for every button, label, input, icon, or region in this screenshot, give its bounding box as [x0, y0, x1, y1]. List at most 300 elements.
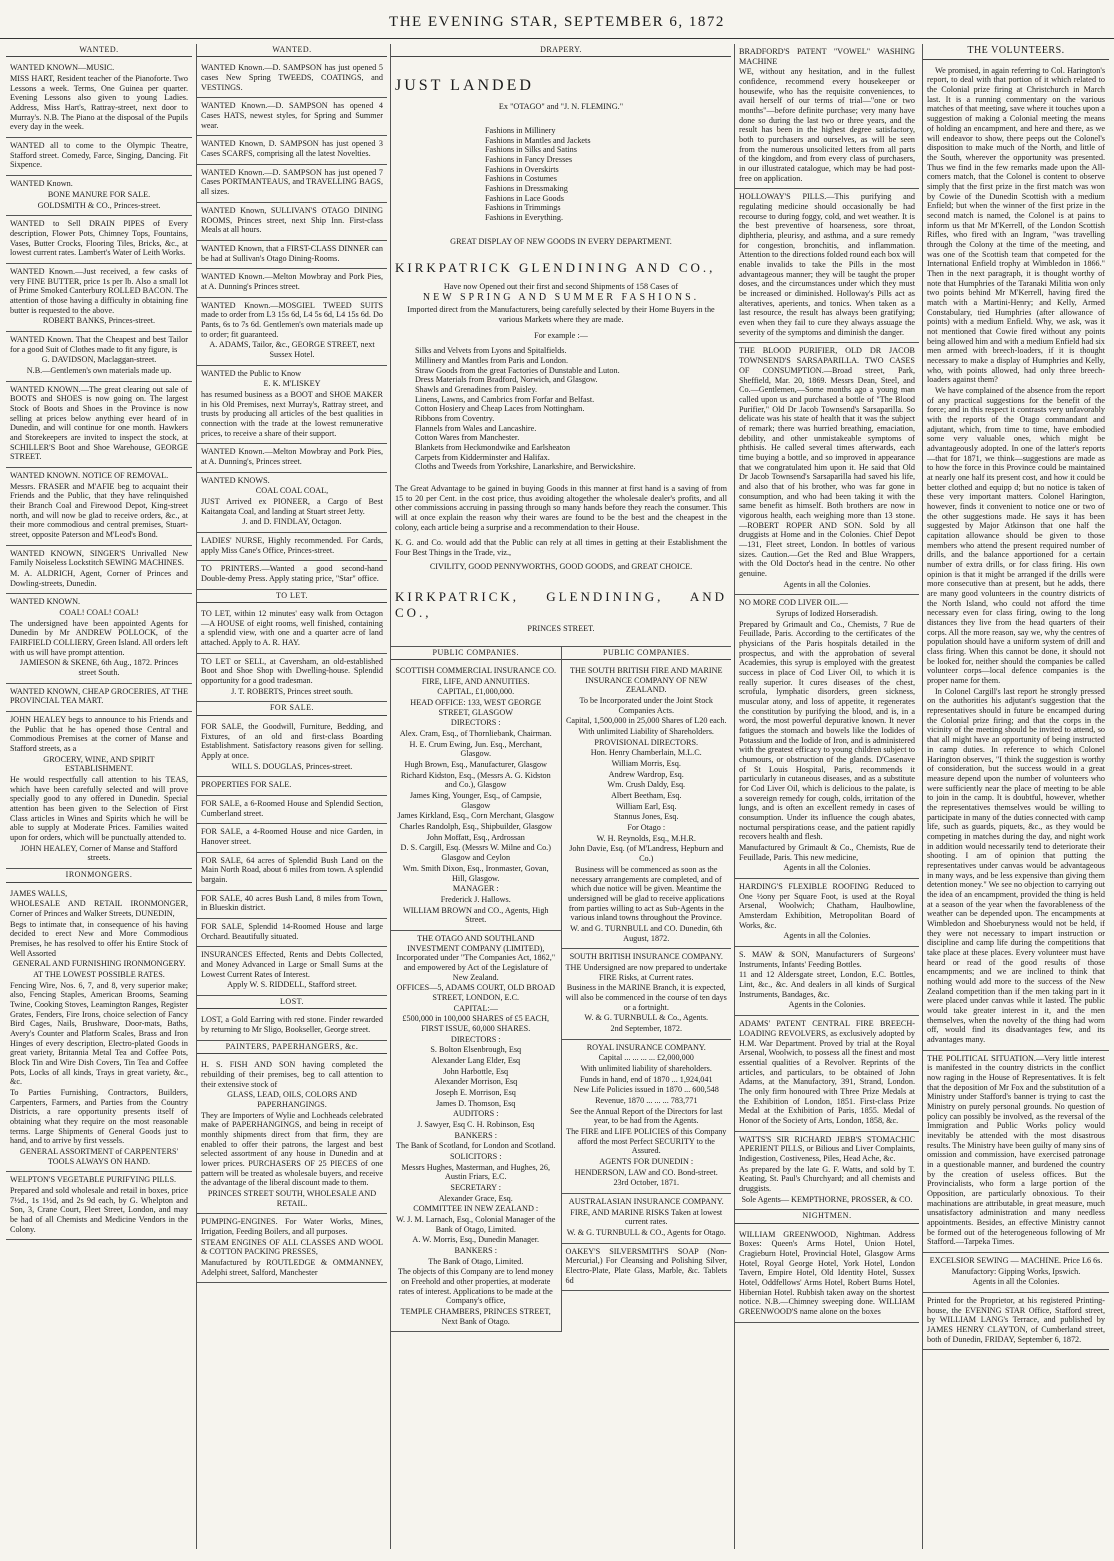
line: SCOTTISH COMMERCIAL INSURANCE CO.: [395, 666, 557, 676]
south-british-insurance-ad: [562, 949, 732, 1039]
line: Imported direct from the Manufacturers, being carefully selected by their Home Buyers in the various Markets where they are made.: [407, 305, 715, 324]
ad-paragraph: Agents in all the Colonies.: [783, 579, 871, 589]
advertisement: [735, 343, 919, 595]
line: Manufactory: Gipping Works, Ipswich.: [951, 1266, 1081, 1276]
volunteers-article: [923, 63, 1109, 1051]
advertisement: [197, 853, 387, 891]
line: SOUTH BRITISH INSURANCE COMPANY.: [569, 952, 723, 962]
line: William Earl, Esq.: [615, 801, 677, 811]
public-companies-right: [561, 647, 732, 1333]
ad-paragraph: INSURANCES Effected, Rents and Debts Collected, and Money Advanced in Large or Small Sums at the Lowest Current Rates of Interest.: [201, 950, 383, 979]
australasian-insurance-ad: [562, 1194, 732, 1244]
advertisement: [6, 138, 192, 176]
line: AUSTRALASIAN INSURANCE COMPANY.: [568, 1196, 724, 1206]
ad-paragraph: S. MAW & SON, Manufacturers of Surgeons' Instruments, Infants' Feeding Bottles.: [739, 950, 915, 969]
line: H. E. Crum Ewing, Jun. Esq., Merchant, Glasgow.: [409, 739, 543, 759]
ad-paragraph: WANTED Known.—MOSGIEL TWEED SUITS made to order from L3 15s 6d, L4 5s 6d, L4 15s 6d. Do Pants, 6s to 7s 6d. Gentlemen's own materials made up to order; fit guaranteed.: [201, 300, 383, 339]
advertisement: [197, 473, 387, 533]
line: £500,000 in 100,000 SHARES of £5 EACH, FIRST ISSUE, 60,000 SHARES.: [402, 1014, 550, 1033]
ad-paragraph: WANTED Known.—D. SAMPSON has just opened 5 cases New Spring TWEEDS, COATINGS, and VESTINGS.: [201, 63, 383, 92]
line: W. J. M. Larnach, Esq., Colonial Manager of the Bank of Otago, Limited.: [396, 1215, 556, 1234]
line: Andrew Wardrop, Esq.: [608, 769, 684, 779]
line: Stannus Jones, Esq.: [613, 812, 679, 822]
ad-paragraph: GENERAL AND FURNISHING IRONMONGERY.: [12, 959, 186, 969]
ad-paragraph: FOR SALE, the Goodwill, Furniture, Bedding, and Fixtures, of an old and first-class Boarding Establishment. Satisfactory reasons given for selling. Apply at once.: [201, 721, 383, 760]
ad-paragraph: They are Importers of Wylie and Lochheads celebrated make of PAPERHANGINGS, and being in receipt of monthly shipments direct from that firm, they are enabled to offer their patrons, the largest and best selected assortment of any house in Dunedin and at lower prices. PURCHASERS OF 25 PIECES of one pattern will be treated as wholesale buyers, and receive the advantage of the liberal discount made to them.: [201, 1110, 383, 1188]
line: CIVILITY, GOOD PENNYWORTHS, GOOD GOODS, and GREAT CHOICE.: [429, 561, 693, 571]
advertisement: [197, 796, 387, 824]
line: OAKEY'S SILVERSMITH'S SOAP (Non-Mercurial,) For Cleansing and Polishing Silver, Electro-Plate, Plate Glass, Marble, &c. Tablets 6d: [565, 1246, 727, 1285]
imprint: [923, 1293, 1109, 1350]
ad-paragraph: GLASS, LEAD, OILS, COLORS AND PAPERHANGINGS.: [227, 1090, 357, 1109]
line: MANAGER :: [452, 884, 499, 894]
line: W. H. Reynolds, Esq., M.H.R.: [596, 833, 696, 843]
ad-paragraph: The undersigned have been appointed Agents for Dunedin by Mr ANDREW POLLOCK, of the FAIRFIELD COLLIERY, Green Island. All orders left with us will have prompt attention.: [10, 618, 188, 657]
line: Wm. Crush Daldy, Esq.: [607, 780, 686, 790]
fashion-item: Fashions in Mantles and Jackets: [485, 135, 591, 145]
line: PRINCES STREET.: [527, 623, 595, 633]
ad-paragraph: BONE MANURE FOR SALE.: [47, 189, 151, 199]
just-landed-title: JUST LANDED: [395, 77, 534, 95]
line: James D. Thomson, Esq: [436, 1098, 516, 1108]
goods-item: Blankets from Heckmondwike and Earlsheaton: [415, 442, 571, 452]
section-heading: TO LET.: [197, 590, 387, 603]
ad-paragraph: He would respectfully call attention to his TEAS, which have been carefully selected and will prove specially good to any offered in Dunedin. Special attention has been given to the Selection of First Class articles in Wines and Spirits which he will be able to supply at Moderate Prices. Families waited upon for orders, which will be punctually attended to.: [10, 775, 188, 843]
ad-paragraph: HARDING'S FLEXIBLE ROOFING Reduced to One ½ony per Square Foot, is used at the Royal Arsenal, Woolwich; Chatham, Haulbowline, Amsterdam Exhibition, Metropolitan Board of Works, &c.: [739, 882, 915, 930]
ad-paragraph: WANTED Known.—D. SAMPSON has opened 4 Cases HATS, newest styles, for Spring and Summer wear.: [201, 101, 383, 130]
line: See the Annual Report of the Directors for last year, to be had from the Agents.: [570, 1106, 723, 1126]
line: TEMPLE CHAMBERS, PRINCES STREET, Next Bank of Otago.: [400, 1307, 551, 1326]
advertisement: [197, 919, 387, 947]
ad-paragraph: WANTED KNOWN, CHEAP GROCERIES, AT THE PROVINCIAL TEA MART.: [10, 686, 188, 706]
ad-paragraph: FOR SALE, a 6-Roomed House and Splendid Section, Cumberland street.: [201, 798, 383, 818]
line: James Kirkland, Esq., Corn Merchant, Glasgow: [397, 811, 555, 821]
advertisement: [735, 879, 919, 947]
royal-insurance-ad: [562, 1040, 732, 1194]
advertisement: [197, 947, 387, 996]
ad-paragraph: WANTED Known.—D. SAMPSON has just opened 7 Cases PORTMANTEAUS, and TRAVELLING BAGS, all sizes.: [201, 167, 383, 197]
article-paragraph: THE POLITICAL SITUATION.—Very little interest is manifested in the country districts in the conflict now raging in the House of Representatives. It is felt that the deposition of Mr Fox and the substitution of a Ministry under Stafford's banner is trying to cast the Ministry on purely personal grounds. No question of policy can possibly be involved, as the reversal of the Immigration and Public Works policy would inevitably be attended with the most disastrous results. The Ministry have been guilty of many sins of omission and commission, have exercised patronage in a questionable manner, and burdened the country by the creation of useless offices. But the Provincialists, who form a large portion of the Opposition, are particularly obnoxious. To their machinations are attributable, in great measure, much unsatisfactory administration and many needless appointments. Besides, an effective Ministry cannot be formed out of the heterogeneous following of Mr Stafford.—Tarpeka Times.: [927, 1053, 1105, 1247]
line: 23rd October, 1871.: [613, 1178, 680, 1188]
advertisement: [735, 595, 919, 879]
line: The Bank of Scotland, for London and Scotland.: [396, 1141, 556, 1151]
fashion-item: Fashions in Overskirts: [485, 164, 559, 174]
section-heading: NIGHTMEN.: [735, 1210, 919, 1223]
line: DIRECTORS :: [450, 718, 501, 728]
ad-paragraph: Messrs. FRASER and M'AFIE beg to acquaint their Friends and the Public, that they have relinquished their Branch Coal and Firewood Depot, King-street north, and will now be glad to receive orders, &c., at their more commodious and central premises, Stuart-street, opposite Paterson and M'Leod's Bond.: [10, 481, 188, 539]
ad-paragraph: WANTED KNOWS.: [201, 475, 270, 485]
ad-paragraph: Begs to intimate that, in consequence of his having decided to erect New and More Commodious Premises, he has resolved to offer his Entire Stock of Well Assorted: [10, 919, 188, 958]
advertisement: [6, 216, 192, 264]
goods-item: Silks and Velvets from Lyons and Spitalfields.: [415, 346, 567, 356]
ad-paragraph: BRADFORD'S PATENT "VOWEL" WASHING MACHINE: [739, 47, 915, 66]
fashion-item: Fashions in Dressmaking: [485, 184, 568, 194]
line: For Otago :: [627, 823, 666, 833]
ad-paragraph: WANTED Known.—Melton Mowbray and Pork Pies, at A. Dunning's Princes street.: [201, 272, 383, 291]
line: FIRE, LIFE, AND ANNUITIES.: [421, 676, 530, 686]
ad-paragraph: WANTED to Sell DRAIN PIPES of Every description, Flower Pots, Chimney Tops, Fountains, Vases, Butter Crocks, Flooring Tiles, Bricks, &c., at lowest current rates. Lambert's Water of Leith Works.: [10, 219, 188, 258]
advertisement: [197, 1057, 387, 1214]
fashions-list: [485, 126, 727, 223]
ad-paragraph: WILL S. DOUGLAS, Princes-street.: [231, 761, 353, 771]
ad-paragraph: WANTED Known, that a FIRST-CLASS DINNER can be had at Sullivan's Otago Dining-Rooms.: [201, 243, 383, 263]
advertisement: [197, 298, 387, 366]
ad-paragraph: WANTED KNOWN—MUSIC.: [10, 63, 115, 73]
ad-paragraph: Apply W. S. RIDDELL, Stafford street.: [227, 980, 357, 990]
ad-paragraph: G. DAVIDSON, Maclaggan-street.: [41, 355, 157, 365]
ad-paragraph: GROCERY, WINE, AND SPIRIT ESTABLISHMENT.: [43, 754, 155, 774]
line: EXCELSIOR SEWING — MACHINE. Price L6 6s.: [929, 1256, 1103, 1266]
advertisement: [6, 468, 192, 546]
line: A. W. Morris, Esq., Dunedin Manager.: [412, 1235, 540, 1245]
line: DIRECTORS :: [450, 1034, 501, 1044]
line: FIRE, AND MARINE RISKS Taken at lowest current rates.: [570, 1207, 723, 1227]
line: AUDITORS :: [452, 1109, 499, 1119]
section-heading: PAINTERS, PAPERHANGERS, &c.: [197, 1041, 387, 1054]
ad-paragraph: JAMES WALLS,: [10, 888, 68, 898]
oakeys-soap-ad: [562, 1244, 732, 1292]
section-heading: WANTED.: [197, 44, 387, 57]
advertisement: [197, 824, 387, 852]
ad-paragraph: THE BLOOD PURIFIER, OLD DR JACOB TOWNSEND'S SARSAPARILLA. TWO CASES OF CONSUMPTION.—Broad street, Park, Sheffield, Mar. 20, 1869. Messrs Dean, Steel, and Co.—Gentlemen,—Some months ago a young man called upon us and purchased a bottle of "The Blood Purifier," Old Dr Jacob Townsend's Sarsaparilla. So delicate was his state of health that it was the subject of remark; there was hurried breathing, emaciation, debility, and other unmistakeable symptoms of phthisis. He called several times afterwards, each time buying a bottle, and so improved in appearance that we congratulated him upon it. He said that Old Dr Jacob Townsend's Sarsaparilla had saved his life, and also that of his brother, who was far gone in consumption, and who had been taking it with the same benefit as himself. Both brothers are now in vigorous health, each weighing more than 13 stone.—ROBERT ROPER AND SON. Sold by all druggists at Home and in the Colonies. Chief Depot—131, Fleet street, London. In bottles of various sizes. Caution.—Get the Red and Blue Wrappers, with the Old Doctor's head in the centre. No other genuine.: [739, 346, 915, 578]
line: The Bank of Otago, Limited.: [428, 1256, 524, 1266]
ad-paragraph: FOR SALE, 40 acres Bush Land, 8 miles from Town, in Blueskin district.: [201, 893, 383, 913]
section-heading: FOR SALE.: [197, 702, 387, 715]
line: For example :—: [534, 330, 588, 340]
ad-paragraph: WANTED the Public to Know: [201, 368, 302, 378]
masthead-rule: [0, 38, 1114, 39]
line: Ex "OTAGO" and "J. N. FLEMING.": [498, 102, 624, 112]
ad-paragraph: PROPERTIES FOR SALE.: [201, 780, 292, 790]
line: Wm. Smith Dixon, Esq., Ironmaster, Govan, Hill, Glasgow.: [402, 863, 549, 883]
line: COMMITTEE IN NEW ZEALAND :: [413, 1204, 539, 1214]
line: John Moffatt, Esq., Ardrossan: [426, 832, 525, 842]
ad-paragraph: N.B.—Gentlemen's own materials made up.: [26, 365, 172, 375]
goods-item: Millinery and Mantles from Paris and London.: [415, 355, 569, 365]
fashion-item: Fashions in Lace Goods: [485, 193, 564, 203]
column-5: [922, 44, 1109, 1549]
ad-paragraph: Syrups of Iodized Horseradish.: [776, 608, 878, 618]
ad-paragraph: FOR SALE, a 4-Roomed House and nice Garden, in Hanover street.: [201, 827, 383, 846]
ad-paragraph: WANTED KNOWN, SINGER'S Unrivalled New Family Noiseless Lockstitch SEWING MACHINES.: [10, 548, 188, 568]
line: James King, Younger, Esq., of Campsie, Glasgow: [409, 791, 542, 810]
article-paragraph: In Colonel Cargill's last report he strongly pressed on the authorities his adjutant's suggestion that the representatives should in future be encamped during the Colonial prize firing; and that the corps in the vicinity of the meeting should be invited to attend, so that all might have an opportunity of being instructed in camp duties. In reference to which Colonel Harington observes, "I think the suggestion is worthy of consideration, but the success would in a great measure depend upon the number of volunteers who were sufficiently near the place of meeting to be able to join in the camp. It is doubtful, however, whether the representatives themselves would be willing to participate in many of the duties connected with camp life, such as guards, piquets, &c., as they would be competing in matches during the day, and night work in addition would necessarily tend to deteriorate their shooting. I am of opinion that putting the representatives under canvas would be advantageous in many ways, and be less expensive than giving them detention money." We see no objection to carrying out the idea of an encampment, provided the thing is held at a season of the year when the favorableness of the weather can be depended upon. The encampments at Wimbledon and Shoeburyness would not be held, if they were not necessary to impart instruction or discipline and camp life during the competitions that take place at these places. Every volunteer must have heard or read of the good results of those encampments; and we are inclined to think that nothing would add more to the success of the New Zealand competition than if the men taking part in it were placed under canvas while it lasted. The public would take greater interest in it, and the men themselves, when the novelty of the thing had worn off, would find its disadvantages few, and its advantages many.: [927, 686, 1105, 1044]
line: THE Undersigned are now prepared to undertake FIRE Risks, at Current rates.: [565, 962, 727, 982]
advertisement: [197, 561, 387, 589]
goods-item: Carpets from Kidderminster and Halifax.: [415, 452, 550, 462]
advertisement: [6, 332, 192, 382]
ad-paragraph: WANTED Known.: [10, 179, 73, 189]
advertisement: [6, 684, 192, 712]
ad-paragraph: TO PRINTERS.—Wanted a good second-hand Double-demy Press. Apply stating price, "Star" office.: [201, 564, 383, 583]
line: WILLIAM BROWN and CO., Agents, High Street.: [402, 905, 549, 925]
fashion-item: Fashions in Costumes: [485, 174, 557, 184]
column-1: [6, 44, 192, 1549]
ad-paragraph: WANTED all to come to the Olympic Theatre, Stafford street. Comedy, Farce, Singing, Dancing. Fit Sixpence.: [10, 141, 188, 170]
article-paragraph: We have complained of the absence from the report of any practical suggestions for the benefit of the force; and in this respect it contrasts very unfavorably with the reports of the Otago commandant and adjutant, which, from time to time, have embodied some very valuable ones, which might be advantageously adopted. In one of the latter's reports—that for 1871, we think—suggestions are made as to how the force in this Province could be maintained at nearly one half its present cost, and how it could be better clothed and equipp d; but no notice is taken of these very important matters. Colonel Harington, however, finds it convenient to notice one or two of the other suggestions made. He says it has been suggested by Major Atkinson that one half the capitation allowance should be given to those members who attend the present required number of drills, and the balance apportioned for a certain number of extra drills, or for class firing. His own opinion is that it might be arranged if the drills were more consecutive than at present, but he adds, there are many good volunteers in the country districts of the North Island, who could not afford the time necessary even for class firing, owing to the long distances they live from the head quarters of their corps. All the more reason, say we, why the centres of population should have a uniform system of drill and class firing. When this cannot be done, it should not be looked for, neither should the companies be called volunteer corps—local defence companies is the proper name for them.: [927, 385, 1105, 686]
line: HEAD OFFICE: 133, WEST GEORGE STREET, GLASGOW: [410, 698, 542, 717]
goods-list: [415, 346, 727, 472]
ad-paragraph: J. and D. FINDLAY, Octagon.: [242, 517, 342, 527]
line: Have now Opened out their first and second Shipments of 158 Cases of: [443, 281, 679, 291]
public-companies: [391, 647, 731, 1333]
fashion-item: Fashions in Fancy Dresses: [485, 155, 573, 164]
line: K. G. and Co. would add that the Public can rely at all times in getting at their Establishment the Four Best Things in the Trade, viz.,: [395, 538, 727, 557]
advertisement: [735, 947, 919, 1016]
line: New Life Policies issued in 1870 ... 600,548: [573, 1085, 719, 1095]
line: The Great Advantage to be gained in buying Goods in this manner at first hand is a saving of from 15 to 20 per Cent. in the cost price, thus avoiding altogether the wholesale dealer's profits, and all other commissions accruing in passing through so many hands before they reach the consumer. This will at once explain the reason why their wares are found to be the best and the cheapest in the colony, each article being a surprise and a recommendation to their House.: [395, 483, 727, 532]
column-2: [196, 44, 387, 1549]
ad-paragraph: WANTED Known.—Melton Mowbray and Pork Pies, at A. Dunning's, Princes street.: [201, 447, 383, 466]
line: Funds in hand, end of 1870 ... 1,924,041: [579, 1074, 713, 1084]
advertisement: [197, 777, 387, 796]
ad-paragraph: JOHN HEALEY, Corner of Manse and Stafford streets.: [20, 843, 178, 863]
line: Hon. Henry Chamberlain, M.L.C.: [590, 748, 702, 758]
advertisement: [197, 241, 387, 269]
line: Alexander Grace, Esq.: [438, 1193, 513, 1203]
ad-paragraph: Fencing Wire, Nos. 6, 7, and 8, very superior make; also, Fencing Staples, American Brooms, Seaming Twine, Cooking Stoves, Leamington Ranges, Register Grates, Fenders, Fire Irons, choice selection of Fancy Bird Cages, Nails, Brushware, Door-mats, Baths, Avery's Counter and Platform Scales, Brass and Iron Hinges of every description, Electro-plated Goods in great variety, Britannia Metal Tea and Coffee Pots, Block Tin and Wire Dish Covers, Tin Tea and Coffee Pots, Locks of all kinds, Trays in great variety, &c., &c.: [10, 980, 188, 1087]
ad-paragraph: WANTED KNOWN.: [10, 597, 81, 607]
goods-item: Straw Goods from the great Factories of Dunstable and Luton.: [415, 365, 620, 375]
advertisement: [197, 60, 387, 98]
ad-paragraph: COAL COAL COAL,: [255, 486, 329, 496]
ad-paragraph: As prepared by the late G. F. Watts, and sold by T. Keating, St. Paul's Churchyard; and all chemists and druggists.: [739, 1164, 915, 1193]
ad-paragraph: Agents in all the Colonies.: [783, 931, 871, 941]
line: WILLIAM GREENWOOD, Nightman. Address Boxes: Queen's Arms Hotel, Union Hotel, Cragieburn Hotel, Provincial Hotel, Glasgow Arms Hotel, Royal George Hotel, York Hotel, London Tavern, Empire Hotel, Old Identity Hotel, Sussex Hotel, Oddfellows' Arms Hotel, Robert Burns Hotel, Hibernian Hotel. Rubbish taken away on the shortest notice. N.B.—Chimney sweeping done. WILLIAM GREENWOOD'S name alone on the boxes: [739, 1229, 915, 1317]
line: Business will be commenced as soon as the necessary arrangements are completed, and of which due notice will be given. Meantime the undersigned will be glad to receive applications from parties willing to act as Sub-Agents in the various inland towns throughout the Province.: [568, 864, 725, 923]
ad-paragraph: JUST Arrived ex PIONEER, a Cargo of Best Kaitangata Coal, and landing at Stuart street Jetty.: [201, 496, 383, 516]
line: CAPITAL:—: [453, 1003, 498, 1013]
ad-paragraph: ADAMS' PATENT CENTRAL FIRE BREECH-LOADING REVOLVERS, as exclusively adopted by H.M. War Department. Proved by trial at the Royal Arsenal, Woolwich, to possess all the finest and most essential qualities of a Revolver. Reprints of the articles, and particulars, to be obtained of John Adams, at the Manufactory, 391, Strand, London. The only firm honoured with Three Prize Medals at the Exhibition of London, 1851. First-class Prize Medal at the Exhibition of Paris, 1855. Medal of Honor of the Society of Arts, London, 1858, &c.: [739, 1019, 915, 1125]
ad-paragraph: NO MORE COD LIVER OIL.—: [739, 598, 848, 608]
line: THE OTAGO AND SOUTHLAND INVESTMENT COMPANY (LIMITED), Incorporated under "The Companies Act, 1862," and empowered by Act of the Legislature of New Zealand.: [396, 933, 556, 982]
ad-paragraph: WANTED Known, SULLIVAN'S OTAGO DINING ROOMS, Princes street, next Ship Inn. First-class Meals at all hours.: [201, 205, 383, 235]
advertisement: [6, 546, 192, 595]
advertisement: [197, 165, 387, 203]
advertisement: [197, 366, 387, 445]
line: John Harbottle, Esq: [443, 1066, 509, 1076]
line: HENDERSON, LAW and CO. Bond-street.: [574, 1167, 718, 1177]
ad-paragraph: Manufactured by Grimault & Co., Chemists, Rue de Feuillade, Paris. This new medicine,: [739, 843, 915, 862]
fashion-item: Fashions in Everything.: [485, 213, 564, 223]
ad-paragraph: J. T. ROBERTS, Princes street south.: [231, 686, 353, 696]
ad-paragraph: JOHN HEALEY begs to announce to his Friends and the Public that he has opened those Central and Commodious Premises at the corner of Manse and Stafford streets, as a: [10, 715, 188, 754]
ad-paragraph: To Parties Furnishing, Contractors, Builders, Carpenters, Farmers, and Parties from the Country Districts, a rare opportunity presents itself of obtaining what they require on the most reasonable terms. Large Shipments of General Goods just to hand, and to arrive by first vessels.: [10, 1088, 188, 1146]
ad-paragraph: WANTED KNOWN. NOTICE OF REMOVAL.: [10, 470, 169, 480]
line: Joseph E. Morrison, Esq: [435, 1087, 516, 1097]
line: THE SOUTH BRITISH FIRE AND MARINE INSURANCE COMPANY OF NEW ZEALAND.: [569, 666, 723, 695]
line: Alexander Lang Elder, Esq: [431, 1055, 521, 1065]
advertisement: [197, 606, 387, 654]
ad-paragraph: WANTED Known.—Just received, a few casks of very FINE BUTTER, price 1s per lb. Also a small lot of Prime Smoked Canterbury ROLLED BACON. The attention of those having a difficulty in obtaining fine butter is requested to the above.: [10, 266, 188, 315]
ad-paragraph: Agents in all the Colonies.: [783, 863, 871, 873]
line: BANKERS :: [454, 1130, 498, 1140]
advertisement: [6, 712, 192, 869]
line: 2nd September, 1872.: [610, 1023, 683, 1033]
line: D. S. Cargill, Esq. (Messrs W. Milne and Co.) Glasgow and Ceylon: [400, 843, 551, 863]
display-heading: GREAT DISPLAY OF NEW GOODS IN EVERY DEPARTMENT.: [450, 236, 672, 246]
ad-paragraph: Prepared by Grimault and Co., Chemists, 7 Rue de Feuillade, Paris. According to the certificates of the physicians of the Paris hospitals detailed in the prospectus, and with the approbation of several Academies, this syrup is employed with the greatest success in place of Cod Liver Oil, to which it is really superior. It cures diseases of the chest, scrofula, lymphatic disorders, green sickness, muscular atony, and loss of appetite, it regenerates the constitution by purifying the blood, and is, in a word, the most powerful depurative known. It never fatigues the stomach and bowels like the Iodides of Potassium and the Iodide of Iron, and is administered with the greatest efficacy to young children subject to chumours, or obstruction of the glands. D'Casenave of St Louis Hospital, Paris, recommends it particularly in cutaneous diseases, and as a substitute for Cod Liver Oil, which is delicious to the palate, is a sovereign remedy for cough, colds, irritation of the lungs, and is often an excellent remedy in cases of consumption. Under its influence the cough abates, nocturnal perspirations cease, and the patient rapidly recovers health and flesh.: [739, 619, 915, 842]
advertisement: [197, 269, 387, 297]
ad-paragraph: A. ADAMS, Tailor, &c., GEORGE STREET, next Sussex Hotel.: [209, 340, 375, 359]
ad-paragraph: WATTS'S SIR RICHARD JEBB'S STOMACHIC APERIENT PILLS, or Bilious and Liver Complaints, Indigestion, Costiveness, Piles, Head Ache, &c.: [739, 1134, 915, 1163]
line: The objects of this Company are to lend money on Freehold and other properties, at moderate rates of interest. Applications to be made at the Company's office,: [397, 1267, 554, 1306]
advertisement: [197, 654, 387, 703]
goods-item: Cloths and Tweeds from Yorkshire, Lanarkshire, and Berwickshire.: [415, 462, 636, 472]
advertisement: [197, 891, 387, 919]
ad-paragraph: Sole Agents— KEMPTHORNE, PROSSER, & CO.: [741, 1194, 913, 1204]
ad-paragraph: has resumed business as a BOOT and SHOE MAKER in his Old Premises, next Murray's, Rattray street, and trusts by producing all articles of the best qualities in connection with the trade at the lowest remunerative prices, to receive a share of their support.: [201, 389, 383, 438]
ad-paragraph: HOLLOWAY'S PILLS.—This purifying and regulating medicine should occasionally be had recourse to during foggy, cold, and wet weather. It is the best preventive of hoarseness, sore throat, diphtheria, pleurisy, and asthma, and a sure remedy for congestion, bronchitis, and inflammation. Attention to the directions folded round each box will enable invalids to take the Pills in the most advantageous manner; they will be taught the proper doses, and the circumstances under which they must be increased or diminished. Holloway's Pills act as alteratives, aperients, and tonics. When taken as a last resource, the result has always been gratifying; even when they fail to cure they always assuage the severity of the symptoms and diminish the danger.: [739, 192, 915, 337]
line: John Davie, Esq. (of M'Landress, Hepburn and Co.): [569, 844, 724, 864]
line: Alexander Morrison, Esq: [434, 1077, 518, 1087]
advertisement: [197, 136, 387, 164]
advertisement: [197, 1214, 387, 1283]
article-paragraph: We promised, in again referring to Col. Harington's report, to deal with that portion of it which related to the Colonial prize firing at Christchurch in March last. It is a running commentary on the various matches of that meeting, save where it touches upon a suggestion of making a Colonial meeting the means of holding an encampment, and here and there, as we will endeavor to show, there peeps out the Colonel's disposition to make much of the North, and little of the South, wherever the opportunity was presented. Thus we find in the few remarks made upon the All-comers match, that the Colonel is content to observe simply that the first prize in the first match was won by Cowie of the Dunedin Scottish with a medium Enfield; but when the winner of the first prize in the second match is named, the Colonel is at pains to inform us that Mr M'Kerrell, of the London Scottish Rifles, who fired with an Ingram, "was travelling through the Colony at the time of the meeting, and was one of the Scottish team that competed for the International Enfield trophy at Wimbledon in 1866." Then in the next paragraph, it is thought worthy of note that Humphries of the Taranaki Militia won only two points behind Mr M'Kerrell, having fired the match with a Martini-Henry; and Kelly, Armed Constabulary, tied Humphries (after allowance of points) with a medium Enfield. Why, we ask, was it not mentioned that Cowie fired without any points being allowed him and with a medium Enfield had six men armed with breech-loaders, if it is thought necessary to make a display of Humphries and Kelly, who, with points allowed, had only three breech-loaders against them?: [927, 65, 1105, 385]
line: To be Incorporated under the Joint Stock Companies Acts.: [579, 696, 714, 715]
advertisement: [6, 60, 192, 138]
advertisement: [197, 533, 387, 561]
line: Alex. Cram, Esq., of Thornliebank, Chairman.: [399, 729, 552, 739]
ad-paragraph: WHOLESALE AND RETAIL IRONMONGER, Corner of Princes and Walker Streets, DUNEDIN,: [10, 899, 188, 918]
ad-paragraph: PRINCES STREET SOUTH, WHOLESALE AND RETAIL.: [207, 1188, 377, 1208]
otago-southland-ad: [391, 931, 561, 1333]
line: LOST, a Gold Earring with red stone. Finder rewarded by returning to Mr Sligo, Bookseller, George street.: [201, 1015, 383, 1035]
line: W. & G. TURNBULL & Co., Agents.: [584, 1013, 709, 1023]
ad-paragraph: Prepared and sold wholesale and retail in boxes, price 7½d., 1s 1½d, and 2s 9d each, by G. Whelpton and Son, 3, Crane Court, Fleet Street, London, and may be had of all Chemists and Medicine Vendors in the Colony.: [10, 1186, 188, 1234]
advertisement: [6, 886, 192, 1173]
goods-item: Ribbons from Coventry.: [415, 413, 495, 423]
line: SOLICITORS :: [450, 1151, 502, 1161]
fashion-item: Fashions in Millinery: [485, 125, 556, 135]
column-4: [734, 44, 919, 1549]
ad-paragraph: JAMIESON & SKENE, 6th Aug., 1872. Princes street South.: [19, 658, 179, 678]
ad-paragraph: GOLDSMITH & CO., Princes-street.: [37, 200, 161, 210]
section-heading: THE VOLUNTEERS.: [923, 44, 1109, 60]
advertisement: [197, 719, 387, 777]
line: Frederick J. Hallows.: [440, 894, 511, 904]
ad-paragraph: E. K. M'LISKEY: [263, 379, 321, 389]
ad-paragraph: WANTED Known. That the Cheapest and best Tailor for a good Suit of Clothes made to fit any figure, is: [10, 334, 188, 354]
political-situation-article: [923, 1051, 1109, 1253]
line: Capital ... ... ... ... £2,000,000: [598, 1053, 694, 1063]
line: W. and G. TURNBULL and CO. Dunedin, 6th August, 1872.: [570, 923, 723, 943]
line: OFFICES—5, ADAMS COURT, OLD BROAD STREET, LONDON, E.C.: [396, 983, 556, 1002]
ad-paragraph: WELPTON'S VEGETABLE PURIFYING PILLS.: [10, 1175, 177, 1185]
line: With unlimited liability of shareholders.: [580, 1063, 712, 1073]
firm-name: KIRKPATRICK, GLENDINING, AND CO.,: [395, 589, 727, 620]
ad-paragraph: WE, without any hesitation, and in the fullest confidence, recommend every housekeeper or housewife, who has the requisite conveniences, to avail herself of our terms of trial—"one or two months"—before definite purchase; very many have done so during the last two or three years, and the result has been in the highest degree satisfactory, both to purchasers and ourselves, as will be seen from the numerous unsolicited letters from all parts of the kingdom, and from every class of purchasers, in our illustrated catalogue, which may be had post-free on application.: [739, 67, 915, 183]
line: AGENTS FOR DUNEDIN :: [599, 1156, 694, 1166]
ad-paragraph: FOR SALE, 64 acres of Splendid Bush Land on the Main North Road, about 6 miles from town. A splendid bargain.: [201, 855, 383, 884]
line: ROYAL INSURANCE COMPANY.: [586, 1042, 706, 1052]
advertisement: [735, 1132, 919, 1211]
section-heading: WANTED.: [6, 44, 192, 57]
goods-item: Dress Materials from Bradford, Norwich, and Glasgow.: [415, 375, 598, 385]
ad-paragraph: MISS HART, Resident teacher of the Pianoforte. Two Lessons a week. Terms, One Guinea per quarter. Evening Lessons also given to young Ladies. Address, Miss Hart's, Rattray-street, next door to Murray's. N.B. The Piano at the disposal of the Pupils every day in the week.: [10, 74, 188, 132]
goods-item: Linens, Lawns, and Cambrics from Forfar and Belfast.: [415, 394, 595, 404]
drapery-advertisement: [391, 60, 731, 646]
advertisement: [6, 176, 192, 216]
line: Albert Beetham, Esq.: [611, 791, 682, 801]
ad-paragraph: Agents in the Colonies.: [788, 1000, 866, 1010]
line: J. Sawyer, Esq C. H. Robinson, Esq: [417, 1119, 535, 1129]
ad-paragraph: LADIES' NURSE, Highly recommended. For Cards, apply Miss Cane's Office, Princes-street.: [201, 535, 383, 555]
ad-paragraph: WANTED KNOWN.—The great clearing out sale of BOOTS and SHOES is now going on. The largest Stock of Boots and Shoes in the Province is now selling at prices below anything ever heard of in Dunedin, and will continue for one month. Hawkers and Storekeepers are invited to inspect the stock, at SCHILLER'S Boot and Shoe Warehouse, GEORGE STREET.: [10, 384, 188, 462]
section-heading: IRONMONGERS.: [6, 869, 192, 882]
ad-paragraph: PUMPING-ENGINES. For Water Works, Mines, Irrigation, Feeding Boilers, and all purposes.: [201, 1217, 383, 1236]
advertisement: [6, 594, 192, 683]
ad-paragraph: FOR SALE, Splendid 14-Roomed House and large Orchard. Beautifully situated.: [201, 921, 383, 941]
line: S. Bolton Elsenbrough, Esq: [430, 1045, 522, 1055]
ad-paragraph: TO LET or SELL, at Caversham, an old-established Boot and Shoe Shop with Dwelling-house. Splendid opportunity for a good tradesman.: [201, 656, 383, 686]
line: Messrs Hughes, Masterman, and Hughes, 26, Austin Friars, E.C.: [401, 1162, 550, 1182]
section-heading: PUBLIC COMPANIES.: [391, 647, 561, 660]
text-block: [197, 1012, 387, 1040]
line: SECRETARY :: [450, 1182, 502, 1192]
nightmen-ad: [735, 1227, 919, 1323]
ad-paragraph: WANTED Known, D. SAMPSON has just opened 3 Cases SCARFS, comprising all the latest Novelties.: [201, 139, 383, 159]
line: Business in the MARINE Branch, it is expected, will also be commenced in the course of ten days or a fortnight.: [565, 983, 727, 1012]
section-heading: DRAPERY.: [391, 44, 731, 57]
line: CAPITAL, £1,000,000.: [437, 687, 515, 697]
ad-paragraph: Manufactured by ROUTLEDGE & OMMANNEY, Adelphi street, Salford, Manchester: [201, 1258, 383, 1277]
line: Hugh Brown, Esq., Manufacturer, Glasgow: [404, 760, 547, 770]
ad-paragraph: GENERAL ASSORTMENT of CARPENTERS' TOOLS ALWAYS ON HAND.: [19, 1147, 179, 1166]
advertisement: [6, 264, 192, 332]
goods-item: Shawls and Grenadines from Paisley.: [415, 384, 538, 394]
advertisement: [735, 44, 919, 189]
ad-paragraph: TO LET, within 12 minutes' easy walk from Octagon—A HOUSE of eight rooms, well finished, containing a splendid view, with one and a quarter acre of land attached. Apply to A. R. HAY.: [201, 609, 383, 648]
advertisement: [6, 382, 192, 468]
ad-paragraph: M. A. ALDRICH, Agent, Corner of Princes and Dowling-streets, Dunedin.: [10, 569, 188, 588]
advertisement: [197, 444, 387, 472]
line: Charles Randolph, Esq., Shipbuilder, Glasgow: [399, 822, 552, 832]
line: With unlimited Liability of Shareholders.: [578, 727, 714, 737]
section-heading: PUBLIC COMPANIES.: [562, 647, 732, 660]
excelsior-sewing-ad: [923, 1253, 1109, 1293]
advertisement: [735, 1016, 919, 1131]
goods-item: Cotton Hosiery and Cheap Laces from Nottingham.: [415, 404, 585, 414]
line: William Morris, Esq.: [611, 759, 681, 769]
line: Agents in all the Colonies.: [972, 1277, 1060, 1287]
ad-paragraph: STEAM ENGINES OF ALL CLASSES AND WOOL & COTTON PACKING PRESSES,: [201, 1237, 383, 1257]
advertisement: [6, 1172, 192, 1240]
line: PROVISIONAL DIRECTORS.: [594, 737, 699, 747]
fashion-item: Fashions in Silks and Satins: [485, 145, 577, 155]
line: BANKERS :: [454, 1246, 498, 1256]
line: Printed for the Proprietor, at his registered Printing-house, the EVENING STAR Office, Stafford street, by WILLIAM LANG's Terrace, and published by JAMES HENRY CLAYTON, of Cumberland street, both of Dunedin, FRIDAY, September 6, 1872.: [927, 1296, 1105, 1344]
goods-item: Cotton Wares from Manchester.: [415, 433, 520, 443]
advertisement: [735, 189, 919, 343]
firm-name: KIRKPATRICK GLENDINING AND CO.,: [395, 260, 716, 276]
ad-paragraph: 11 and 12 Aldersgate street, London, E.C. Bottles, Lint, &c., &c. And dealers in all kinds of Surgical Instruments, Bandages, &c.: [739, 970, 915, 999]
ad-paragraph: ROBERT BANKS, Princes-street.: [42, 316, 156, 326]
column-3: [390, 44, 731, 1549]
advertisement: [197, 203, 387, 241]
section-heading: LOST.: [197, 996, 387, 1009]
masthead: THE EVENING STAR, SEPTEMBER 6, 1872: [389, 14, 725, 30]
line: W. & G. TURNBULL & CO., Agents for Otago.: [566, 1228, 726, 1237]
ad-paragraph: H. S. FISH AND SON having completed the rebuilding of their premises, beg to call attention to their extensive stock of: [201, 1060, 383, 1089]
advertisement: [197, 98, 387, 136]
south-british-fire-ad: [562, 663, 732, 949]
line: Richard Kidston, Esq., (Messrs A. G. Kidston and Co.), Glasgow: [400, 770, 551, 790]
new-spring-heading: NEW SPRING AND SUMMER FASHIONS.: [422, 292, 700, 304]
public-companies-left: [391, 647, 561, 1333]
fashion-item: Fashions in Trimmings: [485, 203, 561, 213]
ad-paragraph: AT THE LOWEST POSSIBLE RATES.: [33, 969, 165, 979]
